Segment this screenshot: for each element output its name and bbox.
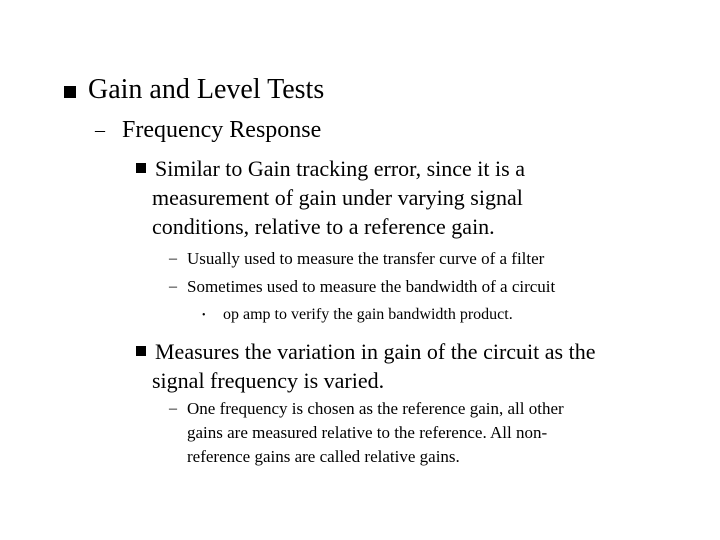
dash-bullet-icon: – [169,400,177,417]
dot-bullet-icon: • [202,310,206,321]
sub-bullet-text: One frequency is chosen as the reference gain, all other [187,399,564,418]
square-bullet-icon [136,163,146,173]
bullet-text-line: Measures the variation in gain of the circuit as the [155,339,596,364]
sub-bullet-text: reference gains are called relative gains. [187,447,460,466]
sub-bullet-text: Sometimes used to measure the bandwidth of a circuit [187,277,556,296]
heading-gain-and-level-tests: Gain and Level Tests [88,74,325,105]
sub-bullet-text: Usually used to measure the transfer curve of a filter [187,249,545,268]
square-bullet-icon [136,346,146,356]
sub-sub-bullet-text: op amp to verify the gain bandwidth product. [223,306,513,323]
sub-bullet-text: gains are measured relative to the reference. All non- [187,423,548,442]
bullet-text-line: Similar to Gain tracking error, since it is a [155,156,525,181]
subheading-frequency-response: Frequency Response [122,117,322,143]
square-bullet-icon [64,86,76,98]
dash-bullet-icon: – [169,250,177,267]
bullet-text-line: conditions, relative to a reference gain. [152,214,495,239]
bullet-text-line: signal frequency is varied. [152,368,385,393]
dash-bullet-icon: – [169,278,177,295]
bullet-text-line: measurement of gain under varying signal [152,185,523,210]
dash-bullet-icon: – [95,119,105,141]
